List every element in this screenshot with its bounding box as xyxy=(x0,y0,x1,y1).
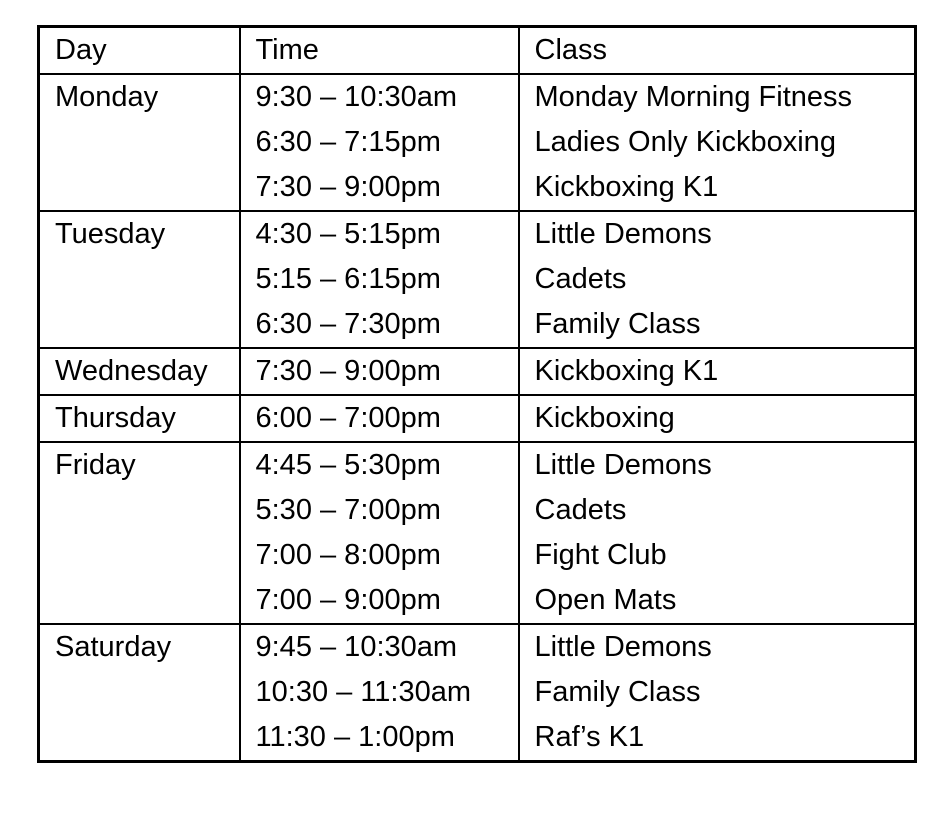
day-cell: Saturday xyxy=(39,624,240,762)
table-row xyxy=(39,624,916,762)
table-row xyxy=(39,442,916,624)
class-name: Kickboxing K1 xyxy=(534,355,719,387)
class-name: Raf’s K1 xyxy=(534,721,645,753)
time-cell xyxy=(240,74,519,211)
time-text: 9:45 – 10:30am xyxy=(255,631,458,663)
class-name: Little Demons xyxy=(534,631,712,663)
class-name: Cadets xyxy=(534,494,627,526)
class-cell xyxy=(519,211,916,348)
class-cell xyxy=(519,395,916,442)
class-cell xyxy=(519,74,916,211)
class-name: Kickboxing xyxy=(534,402,675,434)
day-cell: Friday xyxy=(39,442,240,624)
time-text: 7:00 – 9:00pm xyxy=(255,584,441,616)
time-cell xyxy=(240,395,519,442)
day-cell: Monday xyxy=(39,74,240,211)
class-schedule-table xyxy=(37,25,917,763)
table-row xyxy=(39,395,916,442)
class-name: Fight Club xyxy=(534,539,667,571)
class-name: Monday Morning Fitness xyxy=(534,81,853,113)
class-name: Family Class xyxy=(534,676,701,708)
time-text: 5:15 – 6:15pm xyxy=(255,263,441,295)
time-cell xyxy=(240,211,519,348)
time-text: 7:00 – 8:00pm xyxy=(255,539,441,571)
class-cell xyxy=(519,348,916,395)
table-row xyxy=(39,211,916,348)
day-cell: Thursday xyxy=(39,395,240,442)
column-header-class: Class xyxy=(519,27,916,75)
day-cell: Wednesday xyxy=(39,348,240,395)
time-text: 7:30 – 9:00pm xyxy=(255,171,441,203)
time-cell xyxy=(240,442,519,624)
table-row xyxy=(39,348,916,395)
time-text: 6:30 – 7:15pm xyxy=(255,126,441,158)
day-cell: Tuesday xyxy=(39,211,240,348)
class-cell xyxy=(519,442,916,624)
time-text: 7:30 – 9:00pm xyxy=(255,355,441,387)
column-header-time: Time xyxy=(240,27,519,75)
table-row xyxy=(39,74,916,211)
time-cell xyxy=(240,348,519,395)
class-name: Little Demons xyxy=(534,218,712,250)
table-body xyxy=(39,74,916,762)
class-name: Little Demons xyxy=(534,449,712,481)
time-text: 4:45 – 5:30pm xyxy=(255,449,441,481)
class-cell xyxy=(519,624,916,762)
class-name: Open Mats xyxy=(534,584,677,616)
time-text: 9:30 – 10:30am xyxy=(255,81,458,113)
time-cell xyxy=(240,624,519,762)
table-header xyxy=(39,27,916,75)
class-name: Cadets xyxy=(534,263,627,295)
class-name: Family Class xyxy=(534,308,701,340)
time-text: 6:00 – 7:00pm xyxy=(255,402,441,434)
time-text: 11:30 – 1:00pm xyxy=(255,721,455,753)
header-row xyxy=(39,27,916,75)
class-name: Kickboxing K1 xyxy=(534,171,719,203)
time-text: 5:30 – 7:00pm xyxy=(255,494,441,526)
class-name: Ladies Only Kickboxing xyxy=(534,126,836,158)
time-text: 6:30 – 7:30pm xyxy=(255,308,441,340)
time-text: 4:30 – 5:15pm xyxy=(255,218,441,250)
time-text: 10:30 – 11:30am xyxy=(255,676,472,708)
column-header-day: Day xyxy=(39,27,240,75)
